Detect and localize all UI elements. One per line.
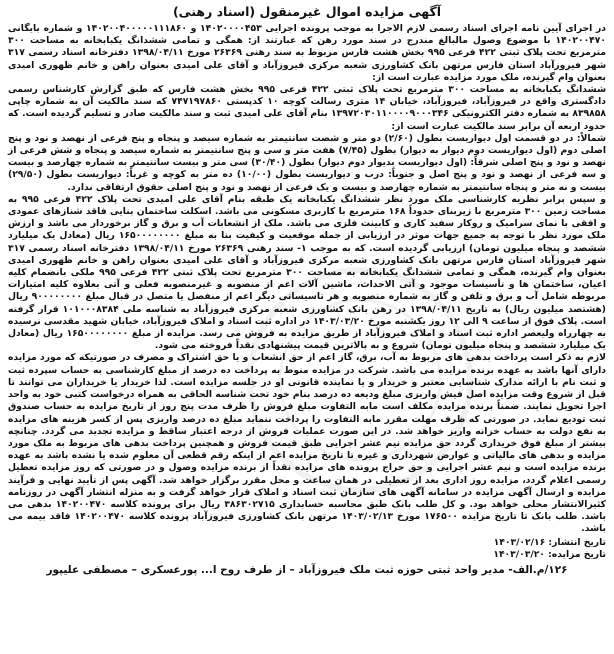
paragraph-property: ششدانگ یکبابخانه به مساحت ۳۰۰ مترمربع تحت پلاک ثبتی ۴۲۲ فرعی ۹۹۵ بخش هشت فارس که طبق گزارش کارشناس رسمی دادگستری واقع در فیروزآباد، فیروزآباد، خیابان ۱۴ متری رسالت کوچه ۱۰ کدپستی ۷۴۷۱۹۷۸۶۰ که سند مالکیت آن به شماره چاپی ۸۳۹۸۵۸ به شماره دفتر الکترونیکی ۱۳۹۷۲۰۳۰۱۱۰۰۰۰۹۰۰۰۳۴۶ بنام آقای علی امیدی ثبت و سند مالکیت صادر و تسلیم گردیده است. که حدود اربعه آن برابر سند مالکیت عبارت است از: xyxy=(8,84,607,132)
notice-body xyxy=(8,23,606,536)
paragraph-intro: در اجرای آیین نامه اجرای اسناد رسمی لازم الاجرا به موجب پرونده اجرایی ۱۴۰۲۰۰۰۰۴۵۳ و ۱۴۰۲۰۰۴۰۰۰۰۰۱۱۱۸۶۰ و شماره بایگانی ۱۴۰۲۰۰۴۷۰ با موضوع وصول مالبالغ مندرج در سند مورد رهن که عبارتند از: همگی و تمامی ششدانگ یکبابخانه به مساحت ۳۰۰ مترمربع تحت پلاک ثبتی ۴۲۲ فرعی ۹۹۵ بخش هشت فارس مربوط به سند رهنی ۲۶۳۶۹ مورخ ۱۳۹۸/۰۴/۱۱ دفترخانه اسناد رسمی ۳۱۷ شهر فیروزآباد استان فارس مرتهن بانک کشاورزی شعبه مرکزی فیروزآباد و آقای علی امیدی بعنوان راهن و خانم ظهوری امیدی بعنوان وام گیرنده، ملک مورد مزایده عبارت است از: xyxy=(8,23,607,83)
paragraph-boundaries: شمالاً: در دو قسمت اول دیواریست بطول (۲/۶۰) دو متر و شصت سانتیمتر به شماره سیصد و پنجاه و پنج فرعی از نهصد و نود و پنج اصلی دوم (اول دیواریست دوم دیوار به دیوار) بطول (۷/۴۵) هفت متر و سی و پنج سانتیمتر به شماره سیصد و پنجاه و شش فرعی از نهصد و نود و پنج اصلی شرقاً: (اول دیواریست بدیوار دوم دیوار) بطول (۳۰/۴۰) سی متر و بیست سانتیمتر به شماره چهارصد و بیست و سه فرعی از نهصد و نود و پنج اصل و جنوباً: درب و دیواریست بطول (۱۰/۰۰) ده متر به کوچه و غرباً: دیواریست بطول (۲۹/۵۰) بیست و نه متر و پنجاه سانتیمتر به شماره چهارصد و بیست و یک فرعی از نهصد و نود و پنج اصلی حقوق ارتفاقی ندارد. xyxy=(8,132,607,193)
dates-block xyxy=(8,537,606,561)
auction-date: تاریخ مزایده: ۱۴۰۳/۰۳/۲۰ xyxy=(493,548,606,560)
notice-title: آگهی مزایده اموال غیرمنقول (اسناد رهنی) xyxy=(172,4,442,19)
paragraph-appraisal: و سپس برابر نظریه کارشناسی ملک مورد نظر ششدانگ یکبابخانه یک طبقه بنام آقای علی امیدی تحت پلاک ۴۲۲ فرعی ۹۹۵ به مساحت زمین ۳۰۰ مترمربع با زیربنای حدوداً ۱۶۸ مترمربع با کاربری مسکونی می باشد. اسکلت ساختمان بنایی فاقد شنازهای عمودی و افقی با نمای سرامیک و روکار سفید کاری و کابینت فلزی می باشد. ملک از انشعابات آب و برق و گاز برخوردار می باشد و ارزش ملک مورد نظر با توجه به جمیع جهات موثر در ارزیابی از جمله موقعیت و کیفیت بنا به مبلغ ۱۶۵۰۰۰۰۰۰۰۰ ریال (معادل یک میلیارد ششصد و پنجاه میلیون تومان) ارزیابی گردیده است. که به موجب ۱- سند رهنی ۲۶۳۶۹ مورخ ۱۳۹۸/۰۴/۱۱ دفترخانه اسناد رسمی ۳۱۷ شهر فیروزآباد استان فارس مرتهن بانک کشاورزی شعبه مرکزی فیروزآباد و آقای علی امیدی بعنوان راهن و خانم ظهوری امیدی بعنوان وام گیرنده، همگی و تمامی ششدانگ یکبابخانه به مساحت ۳۰۰ مترمربع تحت پلاک ثبتی ۴۲۲ فرعی ۹۹۵ ملکی بانضمام کلیه اعیان، ساختمان ها و تأسیسات موجود و آتی الاحداث، ماشین آلات اعم از منصوبه و غیرمنصوبه فعلی و آتی بعلاوه کلیه امتیازات مربوطه شامل آب و برق و تلفن و گاز به شماره منصوبه و هر تاسیساتی دیگر اعم از منفصل یا متصل در قبال مبلغ ۹۰۰۰۰۰۰۰۰ ریال (هشتصد میلیون ریال) به تاریخ ۱۳۹۸/۰۴/۱۱ در رهن بانک کشاورزی شعبه مرکزی فیروزآباد به شناسه ملی ۱۰۱۰۰۰۸۳۸۴ قرار گرفته است. پلاک فوق از ساعت ۹ الی ۱۲ روز یکشنبه مورخ ۱۴۰۳/۰۳/۲۰ در اداره ثبت اسناد و املاک فیروزآباد، خیابان شهید مقدسی نرسیده به چهارراه ولیعصر اداره ثبت اسناد و املاک فیروزآباد از طریق مزایده به فروش می رسد. مزایده از مبلغ ۱۶۵۰۰۰۰۰۰۰۰ ریال (معادل یک میلیارد ششصد و پنجاه میلیون تومان) شروع و به بالاترین قیمت پیشنهادی نقداً فروخته می شود. xyxy=(8,193,606,352)
signature-line: ۱۲۶/م.الف- مدیر واحد ثبتی حوزه ثبت ملک فیروزآباد – از طرف روح ا... پورعسکری – مصطفی علیپور xyxy=(46,563,568,576)
paragraph-conditions: لازم به ذکر است پرداخت بدهی های مربوط به آب، برق، گاز اعم از حق انشعاب و یا حق اشتراک و مصرف در صورتیکه که مورد مزایده دارای آنها باشد به عهده برنده مزایده می باشد. شرکت در مزایده منوط به پرداخت ده درصد از مبلغ کارشناسی به حساب سپرده ثبت و ثبت نام با ارائه مدارک شناسایی معتبر و خریدار و یا نماینده قانونی او در جلسه مزایده است. لذا خریدار یا خریداران می توانند تا قبل از شروع وقت مزایده اصل فیش واریزی مبلغ ودیعه ده درصد بنام خود تحت شناسه الحاقی به همراه درخواست کتبی خود به واحد اجرا تحویل نمایند. ضمناً برنده مزایده مکلف است مابه التفاوت مبلغ فروش را ظرف مدت پنج روز از تاریخ مزایده به حساب صندوق ثبت تودیع نماید. در صورتی که ظرف مهلت مقرر مابه التفاوت را پرداخت ننماید مبلغ ده درصد واریزی پس از کسر هزینه های مزایده به نفع دولت به حساب خزانه واریز خواهد شد. در این صورت عملیات فروش از درجه اعتبار ساقط و مزایده تجدید می گردد. چنانچه بیشتر از مبلغ فوق خریداری گردد حق مزایده نیم عشر اجرایی طبق قیمت فروش و همچنین پرداخت بدهی های مربوط به ملک مورد مزایده و بدهی های مالیاتی و عوارض شهرداری و غیره تا تاریخ مزایده اعم از اینکه رقم قطعی آن معلوم شده یا نشده باشد به عهده برنده مزایده است و نیم عشر اجرایی و حق حراج پرونده های مزایده نقداً از برنده مزایده وصول و در صورتی که روز مزایده تعطیل رسمی اعلام گردد، مزایده روز اداری بعد از تعطیلی در همان ساعت و محل مقرر برگزار خواهد شد. آگهی پس از تأیید نهایی و فرآیند مزایده و ارسال آگهی مزایده در سامانه آگهی های سازمان ثبت اسناد و املاک قرار خواهد گرفت و به منزله انتشار آگهی در روزنامه کثیرالانتشار محلی خواهد بود. و کل طلب بانک طبق محاسبه حسابداری ۳۸۶۳۰۲۷۱۵ ریال برای پرونده کلاسه ۱۴۰۲۰۰۴۷۰ بدهی می باشد. طلب بانک تا تاریخ مزایده ۱۷۶۵۰۰ مورخ ۱۴۰۳/۰۲/۱۳ مرتهن بانک کشاورزی فیروزآباد پرونده کلاسه ۱۴۰۲۰۰۴۷۰ فاقد بیمه می باشد. xyxy=(8,352,606,535)
publish-date: تاریخ انتشار: ۱۴۰۳/۰۲/۱۶ xyxy=(493,536,606,548)
